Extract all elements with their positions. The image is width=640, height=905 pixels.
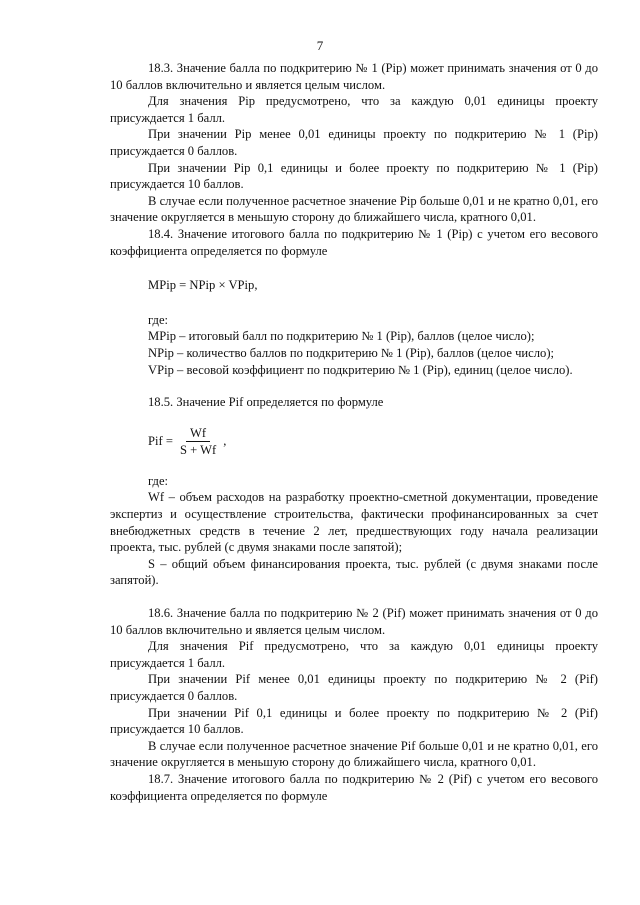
paragraph: 18.7. Значение итогового балла по подкритерию № 2 (Pif) с учетом его весового коэффициента определяется по формуле [110,771,598,803]
paragraph: 18.4. Значение итогового балла по подкритерию № 1 (Pip) с учетом его весового коэффициента определяется по формуле [110,226,598,258]
definition-item: MPip – итоговый балл по подкритерию № 1 (Pip), баллов (целое число); [148,329,535,344]
document-body [110,60,598,804]
paragraph: При значении Pif 0,1 единицы и более проекту по подкритерию № 2 (Pif) присуждается 10 баллов. [110,705,598,737]
paragraph: 18.3. Значение балла по подкритерию № 1 (Pip) может принимать значения от 0 до 10 баллов включительно и является целым числом. [110,61,598,92]
paragraph: 18.5. Значение Pif определяется по формуле [148,395,384,410]
formula-pif [110,425,598,459]
where-label: где: [148,473,169,488]
formula-mpip: MPip = NPip × VPip, [148,278,258,293]
definition-item: S – общий объем финансирования проекта, тыс. рублей (с двумя знаками после запятой). [110,556,598,588]
definition-item: VPip – весовой коэффициент по подкритерию № 1 (Pip), единиц (целое число). [148,362,573,377]
fraction-denominator: S + Wf [179,443,217,458]
fraction [176,425,220,459]
fraction-numerator: Wf [186,425,210,443]
paragraph: Для значения Pip предусмотрено, что за каждую 0,01 единицы проекту присуждается 1 балл. [110,94,598,125]
definition-item: NPip – количество баллов по подкритерию № 1 (Pip), баллов (целое число); [148,345,555,360]
paragraph: В случае если полученное расчетное значение Pip больше 0,01 и не кратно 0,01, его значение округляется в меньшую сторону до ближайшего числа, кратного 0,01. [110,193,598,225]
definition-item: Wf – объем расходов на разработку проектно-сметной документации, проведение экспертиз и осуществление строительства, фактически профинансированных за счет внебюджетных средств в течение 2 лет, предшествующих году начала реализации проекта, тыс. рублей (с двумя знаками после запятой); [110,490,598,555]
formula-lhs: Pif = [148,434,173,449]
paragraph: При значении Pip менее 0,01 единицы проекту по подкритерию № 1 (Pip) присуждается 0 баллов. [110,127,598,158]
where-label: где: [148,312,169,327]
page-number: 7 [316,38,324,53]
paragraph: При значении Pip 0,1 единицы и более проекту по подкритерию № 1 (Pip) присуждается 10 баллов. [110,160,598,192]
paragraph: При значении Pif менее 0,01 единицы проекту по подкритерию № 2 (Pif) присуждается 0 баллов. [110,672,598,703]
paragraph: В случае если полученное расчетное значение Pif больше 0,01 и не кратно 0,01, его значение округляется в меньшую сторону до ближайшего числа, кратного 0,01. [110,738,598,770]
paragraph: 18.6. Значение балла по подкритерию № 2 (Pif) может принимать значения от 0 до 10 баллов включительно и является целым числом. [110,606,598,637]
formula-tail: , [223,434,227,449]
paragraph: Для значения Pif предусмотрено, что за каждую 0,01 единицы проекту присуждается 1 балл. [110,639,598,670]
